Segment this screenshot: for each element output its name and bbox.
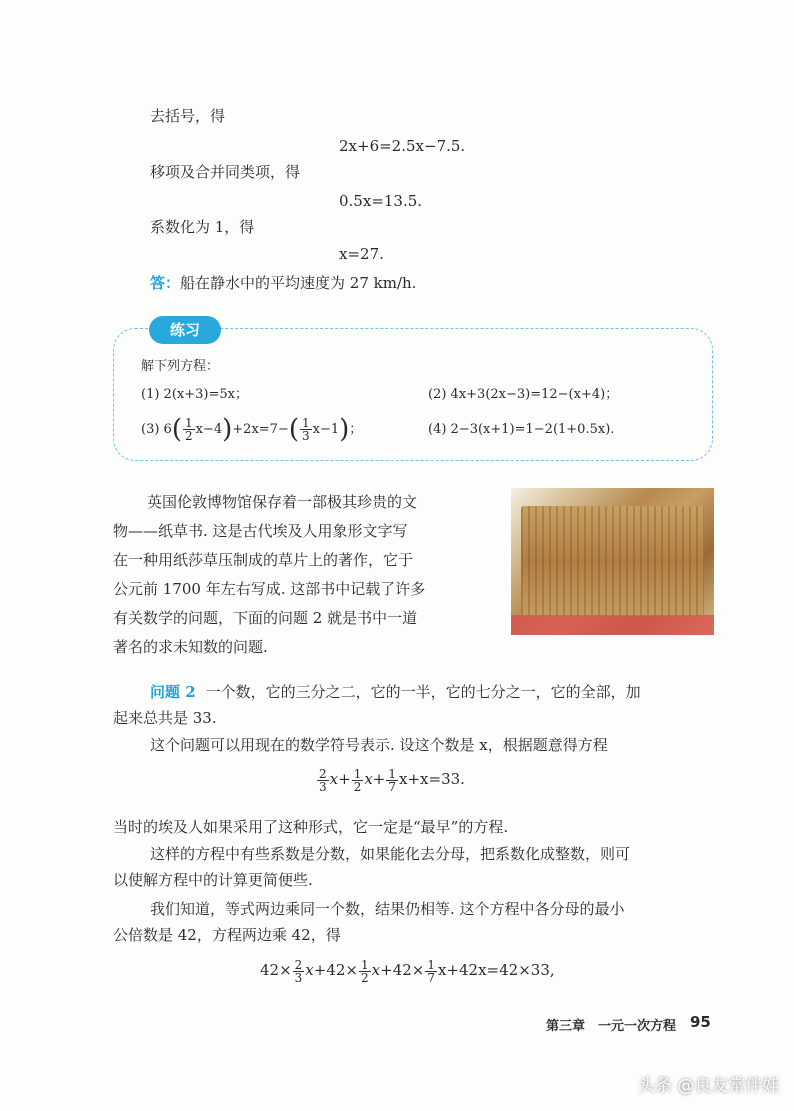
problem2-line5: 这样的方程中有些系数是分数，如果能化去分母，把系数化成整数，则可 bbox=[150, 845, 631, 863]
eq1-f3-num: 1 bbox=[388, 766, 397, 781]
eq2-frac-1 bbox=[293, 959, 305, 984]
paren-open: ( bbox=[171, 414, 182, 445]
practice-instruction: 解下列方程： bbox=[141, 359, 220, 374]
problem2-line1 bbox=[150, 680, 641, 704]
eq1-tail: x+x=33. bbox=[399, 770, 465, 788]
papyrus-line: 在一种用纸莎草压制成的草片上的著作，它于 bbox=[113, 551, 414, 569]
eq2-c: 42× bbox=[392, 961, 425, 979]
problem2-line8: 公倍数是 42，方程两边乘 42，得 bbox=[113, 926, 341, 944]
eq2-f1-den: 3 bbox=[294, 970, 303, 985]
eq2-frac-2 bbox=[359, 959, 371, 984]
papyrus-photo bbox=[511, 488, 714, 635]
paren-close-2: ) bbox=[339, 414, 350, 445]
practice-item-3 bbox=[141, 416, 362, 444]
equation-2: 42× $\frac{2}{3}$ x+42× $\frac{1}{2}$ x+42× $\frac{1}{7}$ x+42x=42×33, bbox=[260, 957, 555, 985]
eq1-f1-den: 3 bbox=[319, 779, 327, 794]
fraction bbox=[183, 417, 195, 442]
papyrus-line: 著名的求未知数的问题. bbox=[113, 638, 268, 656]
papyrus-line: 物——纸草书. 这是古代埃及人用象形文字写 bbox=[113, 522, 408, 540]
problem2-line4: 当时的埃及人如果采用了这种形式，它一定是“最早”的方程. bbox=[113, 818, 509, 836]
frac-num: 1 bbox=[184, 416, 193, 430]
problem2-line6: 以使解方程中的计算更简便些. bbox=[113, 871, 313, 889]
eq2-tail: x+42x=42×33, bbox=[437, 961, 555, 979]
eq2-f2-num: 1 bbox=[361, 957, 369, 972]
papyrus-paragraph bbox=[113, 488, 503, 662]
frac-den: 2 bbox=[184, 429, 193, 443]
fraction-2 bbox=[300, 417, 312, 442]
paren-open-2: ( bbox=[288, 414, 299, 445]
practice-item-1: (1) 2(x+3)=5x； bbox=[141, 387, 248, 402]
eq1-f2-den: 2 bbox=[353, 779, 362, 794]
problem2-line3: 这个问题可以用现在的数学符号表示. 设这个数是 x，根据题意得方程 bbox=[150, 736, 608, 754]
problem2-label: 问题 2 bbox=[150, 683, 196, 701]
eq1-f1-num: 2 bbox=[319, 766, 327, 781]
eq2-f3-num: 1 bbox=[427, 957, 435, 972]
eq1-frac-3 bbox=[386, 768, 398, 793]
step2-label: 移项及合并同类项，得 bbox=[150, 163, 301, 181]
page-number: 95 bbox=[690, 1013, 711, 1031]
answer-label: 答： bbox=[150, 274, 181, 292]
problem2-text: 一个数，它的三分之二，它的一半，它的七分之一，它的全部，加 bbox=[205, 683, 641, 701]
step2-equation: 0.5x=13.5. bbox=[339, 192, 423, 210]
step3-equation: x=27. bbox=[339, 245, 384, 263]
practice-item-4: (4) 2−3(x+1)=1−2(1+0.5x). bbox=[428, 422, 615, 437]
eq1-f2-num: 1 bbox=[353, 766, 362, 781]
eq1-frac-2 bbox=[352, 768, 364, 793]
equation-1: $\frac{2}{3}$ x+ $\frac{1}{2}$ x+ $\frac{1}{7}$ x+x=33. bbox=[319, 766, 465, 794]
papyrus-scroll bbox=[521, 506, 704, 616]
eq2-b: 42× bbox=[326, 961, 358, 979]
p3-mid: x−4 bbox=[195, 422, 223, 437]
chapter-footer: 第三章 一元一次方程 bbox=[546, 1019, 677, 1034]
answer-line bbox=[150, 271, 416, 295]
watermark: 头条 @良友常伴娃 bbox=[638, 1076, 780, 1096]
papyrus-line: 有关数学的问题，下面的问题 2 就是书中一道 bbox=[113, 609, 418, 627]
paren-close: ) bbox=[222, 414, 233, 445]
problem2-line2: 起来总共是 33. bbox=[113, 709, 217, 727]
frac-den-2: 3 bbox=[302, 429, 310, 443]
p3-end: x−1 bbox=[312, 422, 340, 437]
photo-bottom-band bbox=[511, 615, 714, 635]
p3-semicolon: ； bbox=[349, 422, 363, 437]
p3-prefix: (3) 6 bbox=[141, 422, 172, 437]
eq1-f3-den: 7 bbox=[388, 779, 397, 794]
eq2-f2-den: 2 bbox=[361, 970, 369, 985]
p3-mid2: +2x=7− bbox=[232, 422, 289, 437]
frac-num-2: 1 bbox=[302, 416, 310, 430]
practice-item-2: (2) 4x+3(2x−3)=12−(x+4)； bbox=[428, 387, 619, 402]
step1-equation: 2x+6=2.5x−7.5. bbox=[339, 137, 466, 155]
step3-label: 系数化为 1，得 bbox=[150, 218, 255, 236]
problem2-line7: 我们知道，等式两边乘同一个数，结果仍相等. 这个方程中各分母的最小 bbox=[150, 900, 625, 918]
papyrus-line: 英国伦敦博物馆保存着一部极其珍贵的文 bbox=[147, 493, 418, 511]
practice-tab: 练习 bbox=[149, 316, 221, 344]
eq2-f1-num: 2 bbox=[294, 957, 303, 972]
answer-text: 船在静水中的平均速度为 27 km/h. bbox=[180, 274, 417, 292]
eq2-f3-den: 7 bbox=[427, 970, 435, 985]
papyrus-line: 公元前 1700 年左右写成. 这部书中记载了许多 bbox=[113, 580, 426, 598]
eq1-frac-1 bbox=[317, 768, 329, 793]
step1-label: 去括号，得 bbox=[150, 107, 226, 125]
eq2-frac-3 bbox=[425, 959, 437, 984]
eq2-a: 42× bbox=[260, 961, 292, 979]
